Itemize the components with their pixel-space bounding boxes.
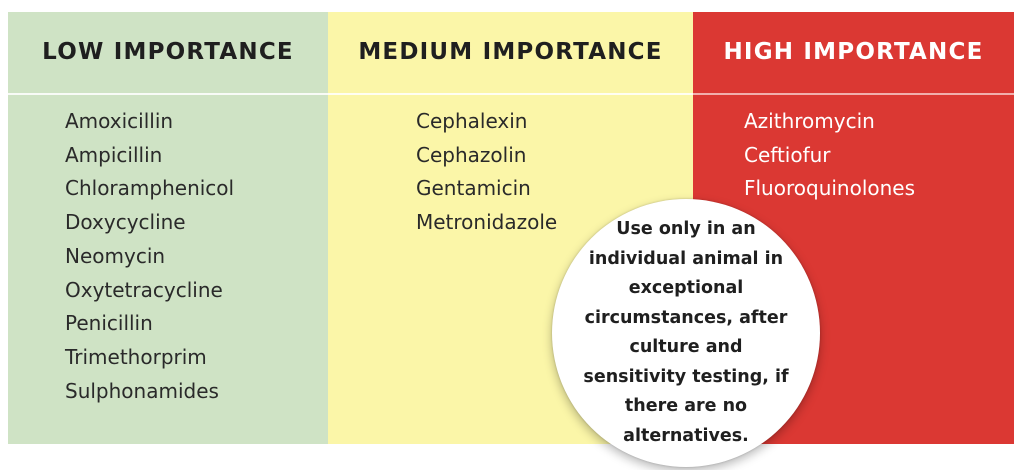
list-item: Gentamicin: [416, 176, 531, 201]
list-item: Metronidazole: [416, 210, 558, 235]
list-item: Trimethorprim: [65, 344, 207, 369]
list-item: Oxytetracycline: [65, 277, 223, 302]
high-importance-list: [744, 105, 915, 206]
list-item: Fluoroquinolones: [744, 176, 916, 201]
antibiotic-importance-table: [8, 12, 1014, 444]
column-heading-low: LOW IMPORTANCE: [42, 39, 294, 65]
list-item: Ampicillin: [65, 142, 163, 167]
low-importance-column: [8, 12, 328, 444]
list-item: Cephazolin: [416, 142, 527, 167]
list-item: Amoxicillin: [65, 109, 174, 133]
list-item: Cephalexin: [416, 109, 528, 133]
header-divider: [8, 93, 328, 95]
list-item: Chloramphenicol: [65, 176, 235, 201]
low-importance-list: [65, 105, 234, 408]
list-item: Ceftiofur: [744, 142, 831, 167]
list-item: Penicillin: [65, 311, 153, 336]
list-item: Neomycin: [65, 243, 166, 268]
header-divider: [328, 93, 693, 95]
column-heading-medium: MEDIUM IMPORTANCE: [358, 39, 663, 65]
list-item: Azithromycin: [744, 109, 875, 133]
column-heading-high: HIGH IMPORTANCE: [723, 39, 984, 65]
medium-importance-list: [416, 105, 557, 240]
callout-text: Use only in an individual animal in exceptional circumstances, after culture and sensitivity testing, if there are no alternatives.: [583, 219, 789, 446]
callout-bubble: [552, 199, 820, 467]
header-divider: [693, 93, 1014, 95]
list-item: Sulphonamides: [65, 378, 219, 403]
list-item: Doxycycline: [65, 210, 186, 235]
